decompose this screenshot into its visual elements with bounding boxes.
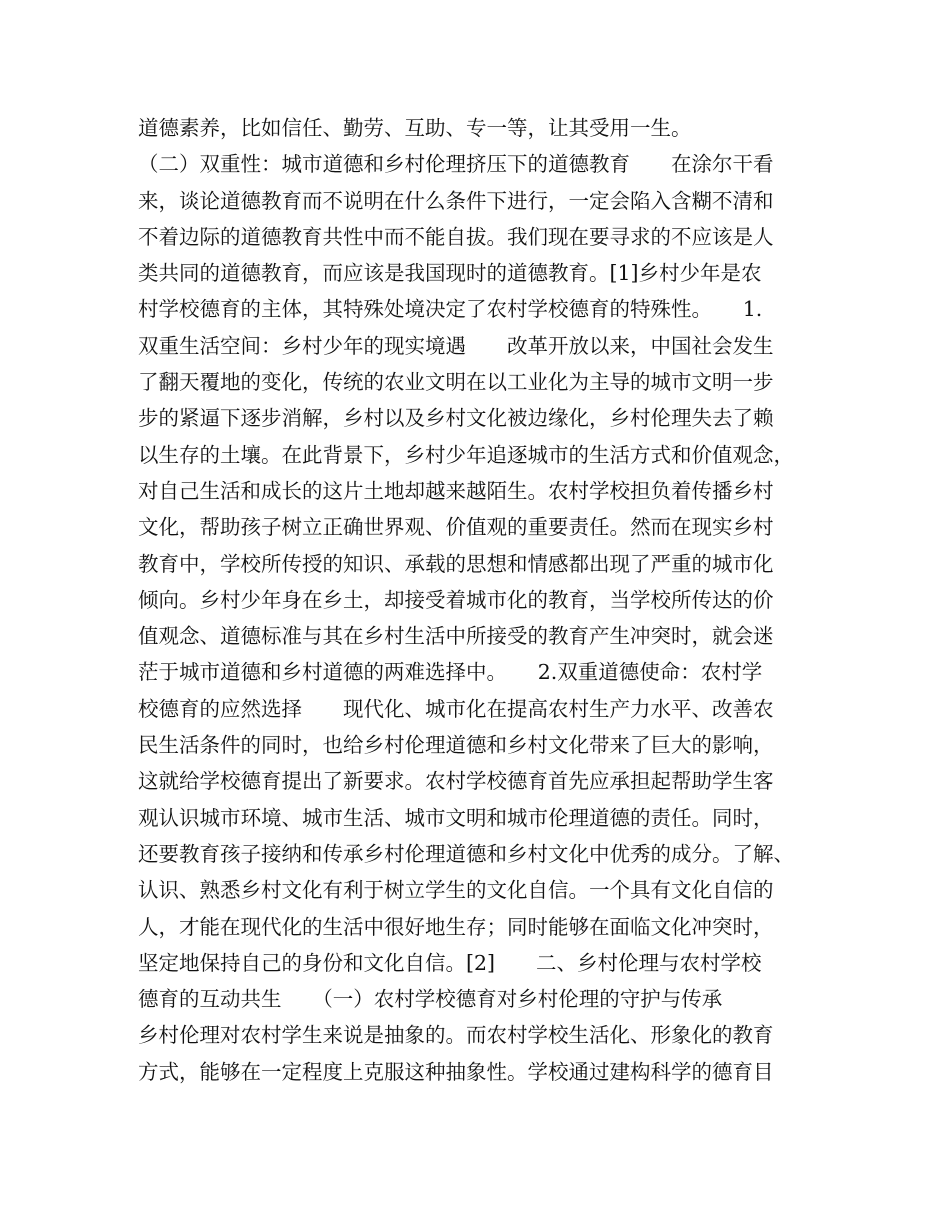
text-line: 类共同的道德教育，而应该是我国现时的道德教育。[1]乡村少年是农 (138, 261, 762, 286)
text-line: 值观念、道德标准与其在乡村生活中所接受的教育产生冲突时，就会迷 (138, 624, 774, 649)
body-text (138, 110, 828, 1090)
text-line: 对自己生活和成长的这片土地却越来越陌生。农村学校担负着传播乡村 (138, 478, 774, 503)
text-line: 德育的互动共生 （一）农村学校德育对乡村伦理的守护与传承 (138, 987, 764, 1012)
text-line: 步的紧逼下逐步消解，乡村以及乡村文化被边缘化，乡村伦理失去了赖 (138, 406, 774, 431)
text-line: 还要教育孩子接纳和传承乡村伦理道德和乡村文化中优秀的成分。了解、 (138, 841, 794, 866)
text-line: 倾向。乡村少年身在乡土，却接受着城市化的教育，当学校所传达的价 (138, 587, 774, 612)
text-line: 这就给学校德育提出了新要求。农村学校德育首先应承担起帮助学生客 (138, 769, 774, 794)
text-line: 双重生活空间：乡村少年的现实境遇 改革开放以来，中国社会发生 (138, 333, 774, 358)
text-line: 来，谈论道德教育而不说明在什么条件下进行，一定会陷入含糊不清和 (138, 188, 774, 213)
text-line: 文化，帮助孩子树立正确世界观、价值观的重要责任。然而在现实乡村 (138, 515, 774, 540)
text-line: 以生存的土壤。在此背景下，乡村少年追逐城市的生活方式和价值观念， (138, 442, 794, 467)
text-line: 道德素养，比如信任、勤劳、互助、专一等，让其受用一生。 (138, 116, 692, 140)
text-line: 方式，能够在一定程度上克服这种抽象性。学校通过建构科学的德育目 (138, 1059, 774, 1084)
text-line: 人，才能在现代化的生活中很好地生存；同时能够在面临文化冲突时， (138, 914, 774, 939)
text-line: 了翻天覆地的变化，传统的农业文明在以工业化为主导的城市文明一步 (138, 370, 774, 395)
text-line: （二）双重性：城市道德和乡村伦理挤压下的道德教育 在涂尔干看 (138, 152, 774, 177)
text-line: 观认识城市环境、城市生活、城市文明和城市伦理道德的责任。同时， (138, 805, 774, 830)
text-line: 乡村伦理对农村学生来说是抽象的。而农村学校生活化、形象化的教育 (138, 1023, 774, 1048)
text-line: 认识、熟悉乡村文化有利于树立学生的文化自信。一个具有文化自信的 (138, 878, 774, 903)
text-line: 校德育的应然选择 现代化、城市化在提高农村生产力水平、改善农 (138, 696, 774, 721)
text-line: 教育中，学校所传授的知识、承载的思想和情感都出现了严重的城市化 (138, 551, 774, 576)
text-line: 茫于城市道德和乡村道德的两难选择中。 2.双重道德使命：农村学 (138, 660, 763, 685)
text-line: 村学校德育的主体，其特殊处境决定了农村学校德育的特殊性。 1. (138, 297, 763, 322)
text-line: 民生活条件的同时，也给乡村伦理道德和乡村文化带来了巨大的影响， (138, 733, 774, 758)
text-line: 坚定地保持自己的身份和文化自信。[2] 二、乡村伦理与农村学校 (138, 950, 762, 975)
text-line: 不着边际的道德教育共性中而不能自拔。我们现在要寻求的不应该是人 (138, 224, 774, 249)
